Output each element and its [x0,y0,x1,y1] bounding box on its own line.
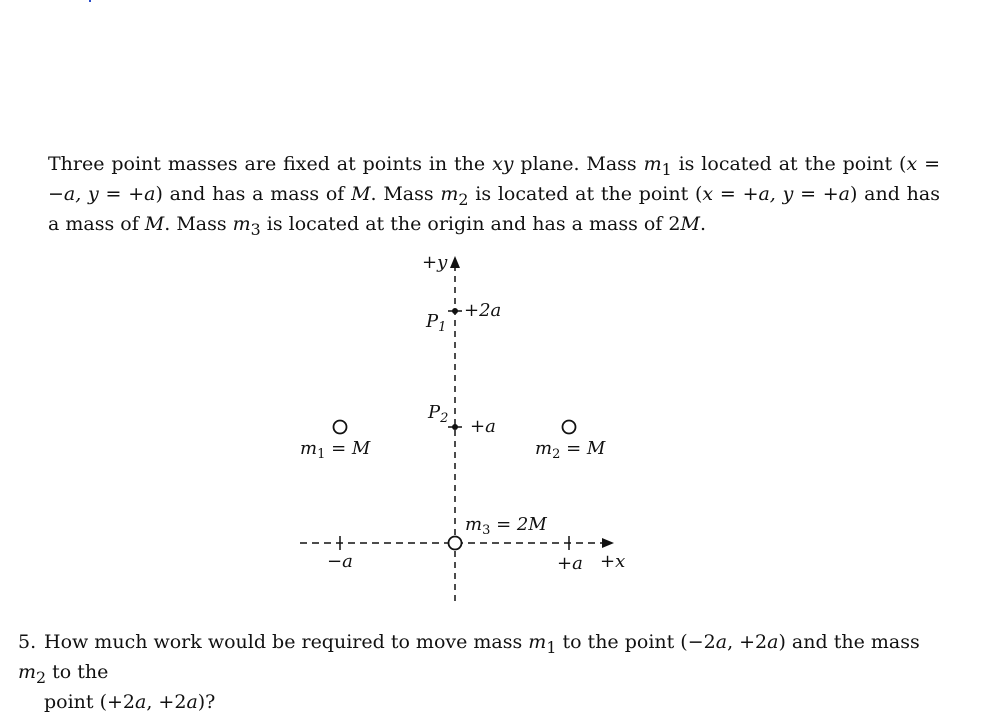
p2-label: $P_2$ [428,402,449,426]
p1-point [452,308,458,314]
m2-label: $m_2 = M$ [535,438,606,462]
m2-circle [563,421,576,434]
tick-label-minus-a: −a [327,551,353,572]
tick-label-plus-2a: +2a [464,300,502,321]
question-line-2: point (+2a, +2a)? [44,690,216,713]
question-number: 5. [18,631,37,653]
p2-point [452,424,458,430]
m1-label: $m_1 = M$ [300,438,371,462]
x-axis-arrow [602,538,614,548]
m1-circle [334,421,347,434]
x-axis-label: +x [600,551,626,572]
y-axis-label: +y [422,252,448,273]
tick-label-plus-a-x: +a [557,553,583,574]
m3-label: $m_3 = 2M$ [465,514,547,538]
question-5: 5. How much work would be required to move mass $m_1$ to the point (−2a, +2a) and the mass $m_2$ to the point (+2a, +2a)? [18,630,948,715]
y-axis-arrow [450,256,460,268]
tick-label-plus-a-y: +a [470,416,496,437]
problem-intro: Three point masses are fixed at points in the xy plane. Mass $m_1$ is located at the point (x = −a, y = +a) and has a mass of M. Mass $m_2$ is located at the point (x = +a, y = +a) and has a mass of M. Mass $m_3$ is located at the origin and has a mass of 2M. [48,153,940,239]
p1-label: $P_1$ [426,311,447,335]
m3-circle [449,537,462,550]
